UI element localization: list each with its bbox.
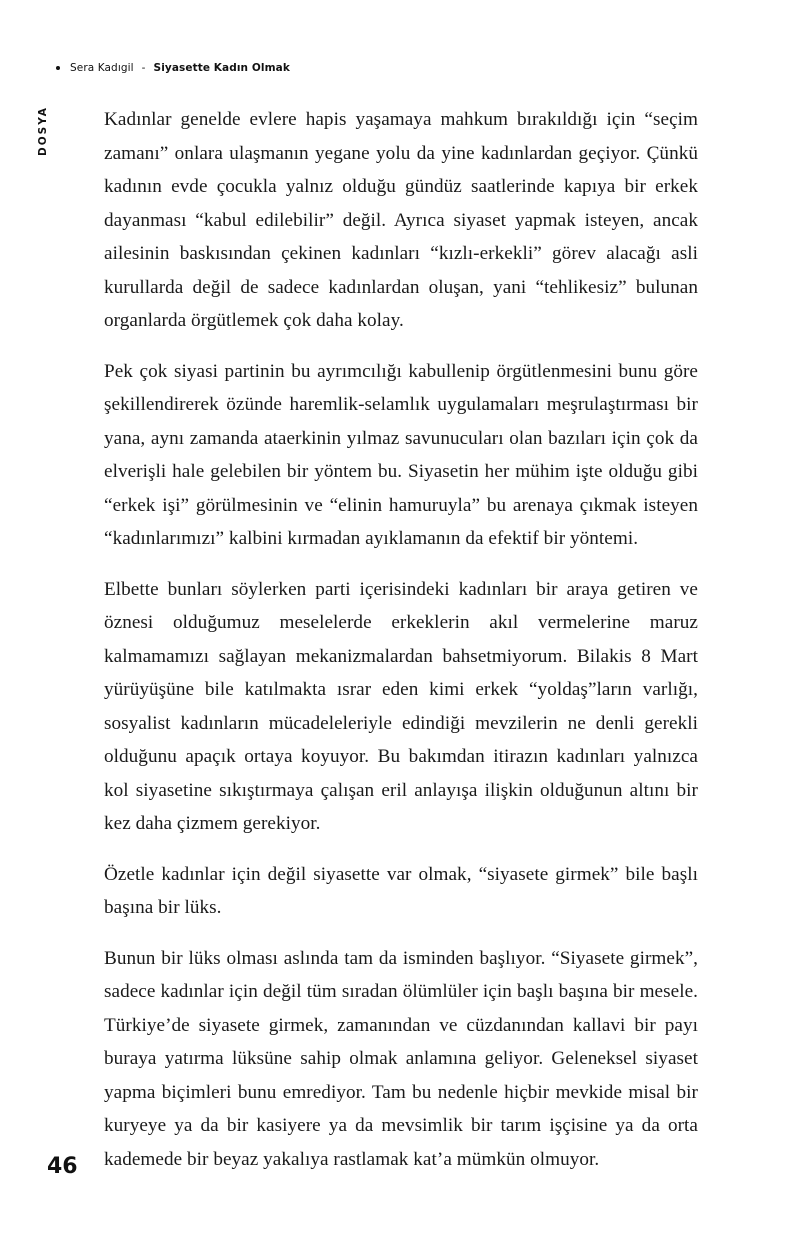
bullet-dot-icon [56, 66, 60, 70]
section-tab-label: DOSYA [37, 106, 49, 156]
body-text-column [104, 103, 698, 1176]
paragraph: Pek çok siyasi partinin bu ayrımcılığı kabullenip örgütlenmesini bunu göre şekillendirerek özünde haremlik-selamlık uygulamaları meşrulaştırması bir yana, aynı zamanda ataerkinin yılmaz savunucuları olan bazıları için çok da elverişli hale gelebilen bir yöntem bu. Siyasetin her mühim işte olduğu gibi “erkek işi” görülmesinin ve “elinin hamuruyla” bu arenaya çıkmak isteyen “kadınlarımızı” kalbini kırmadan ayıklamanın da efektif bir yöntemi. [104, 360, 698, 549]
paragraph: Bunun bir lüks olması aslında tam da isminden başlıyor. “Siyasete girmek”, sadece kadınlar için değil tüm sıradan ölümlüler için başlı başına bir mesele. Türkiye’de siyasete girmek, zamanından ve cüzdanından kallavi bir payı buraya yatırma lüksüne sahip olmak anlamına geliyor. Geleneksel siyaset yapma biçimleri bunu emrediyor. Tam bu nedenle hiçbir mevkide misal bir kuryeye ya da bir kasiyere ya da mevsimlik bir tarım işçisine ya da orta kademede bir beyaz yakalıya rastlamak kat’a mümkün olmuyor. [104, 947, 698, 1170]
header-author: Sera Kadıgil [70, 62, 134, 74]
header-article-title: Siyasette Kadın Olmak [153, 62, 290, 74]
paragraph: Elbette bunları söylerken parti içerisindeki kadınları bir araya getiren ve öznesi olduğumuz meselelerde erkeklerin akıl vermelerine maruz kalmamamızı sağlayan mekanizmalardan bahsetmiyorum. Bilakis 8 Mart yürüyüşüne bile katılmakta ısrar eden kimi erkek “yoldaş”ların varlığı, sosyalist kadınların mücadeleleriyle edindiği mevzilerin ne denli gerekli olduğunu apaçık ortaya koyuyor. Bu bakımdan itirazın kadınları yalnızca kol siyasetine sıkıştırmaya çalışan eril anlayışa ilişkin olduğunun altını bir kez daha çizmem gerekiyor. [104, 578, 698, 834]
header-separator: - [141, 62, 146, 74]
running-header [56, 62, 290, 74]
paragraph: Özetle kadınlar için değil siyasette var olmak, “siyasete girmek” bile başlı başına bir lüks. [104, 863, 698, 918]
page-number: 46 [47, 1154, 78, 1179]
paragraph: Kadınlar genelde evlere hapis yaşamaya mahkum bırakıldığı için “seçim zamanı” onlara ulaşmanın yegane yolu da yine kadınlardan geçiyor. Çünkü kadının evde çocukla yalnız olduğu gündüz saatlerinde kapıya bir erkek dayanması “kabul edilebilir” değil. Ayrıca siyaset yapmak isteyen, ancak ailesinin baskısından çekinen kadınları “kızlı-erkekli” görev alacağı asli kurullarda değil de sadece kadınlardan oluşan, yani “tehlikesiz” bulunan organlarda örgütlemek çok daha kolay. [104, 109, 698, 331]
